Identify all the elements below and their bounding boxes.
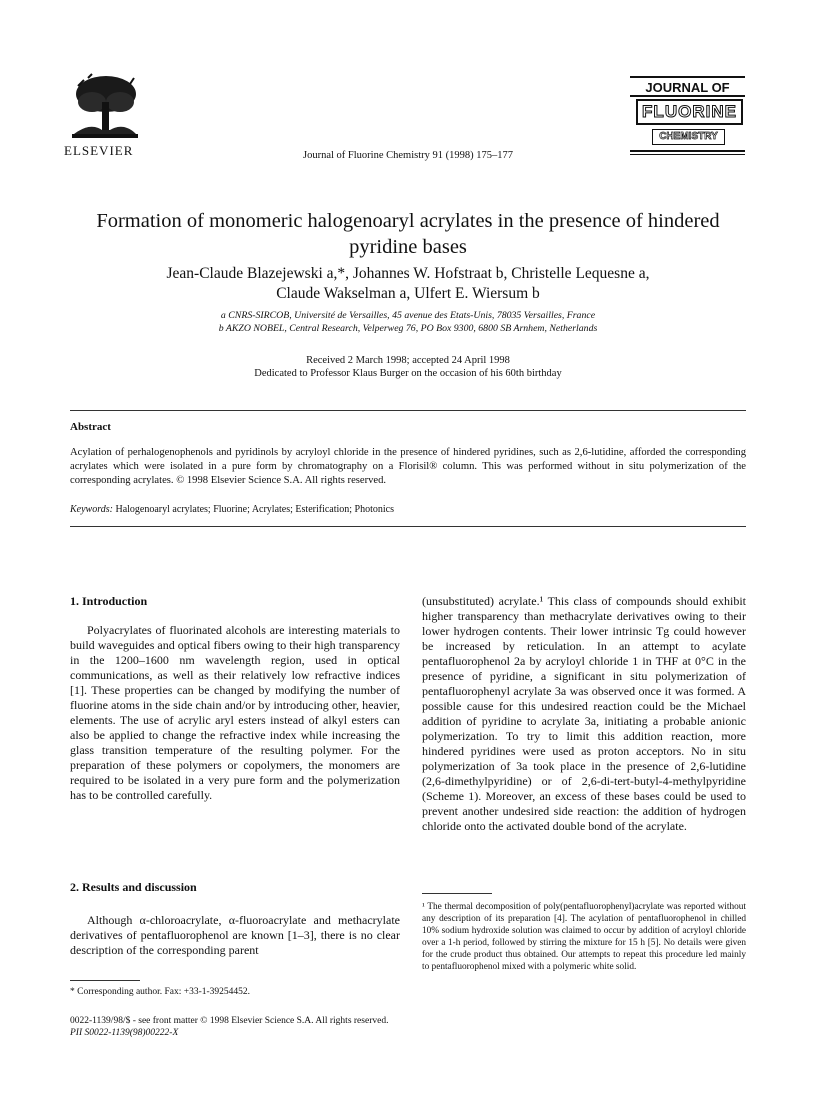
keywords-list: Halogenoaryl acrylates; Fluorine; Acrylates; Esterification; Photonics bbox=[115, 504, 395, 515]
section-heading-results: 2. Results and discussion bbox=[70, 880, 197, 894]
left-column bbox=[70, 594, 400, 803]
elsevier-tree-logo bbox=[70, 72, 140, 140]
dedication: Dedicated to Professor Klaus Burger on the occasion of his 60th birthday bbox=[254, 368, 562, 379]
logo-rule bbox=[630, 95, 745, 97]
affiliation-b: b AKZO NOBEL, Central Research, Velperweg 76, PO Box 9300, 6800 SB Arnhem, Netherlands bbox=[218, 322, 598, 334]
article-title: Formation of monomeric halogenoaryl acrylates in the presence of hindered pyridine bases bbox=[96, 210, 720, 258]
footnote-rule bbox=[422, 893, 492, 894]
journal-logo bbox=[630, 76, 745, 158]
keywords-label: Keywords: bbox=[70, 504, 113, 515]
footnote-rule bbox=[70, 980, 140, 981]
abstract-text: Acylation of perhalogenophenols and pyridinols by acryloyl chloride in the presence of hindered pyridines, such as 2,6-lutidine, afforded the corresponding acrylates which were isolated in a pure form by chromatography on a Florisil® column. This was performed without in situ polymerization of the corresponding acrylates. © 1998 Elsevier Science S.A. All rights reserved. bbox=[70, 447, 746, 486]
logo-rule bbox=[630, 76, 745, 78]
logo-rule bbox=[630, 154, 745, 155]
journal-citation: Journal of Fluorine Chemistry 91 (1998) 175–177 bbox=[303, 150, 513, 161]
abstract-heading: Abstract bbox=[70, 421, 111, 433]
article-dates bbox=[60, 354, 756, 380]
issn-line: 0022-1139/98/$ - see front matter © 1998 Elsevier Science S.A. All rights reserved. bbox=[70, 1016, 389, 1026]
affiliation-a: a CNRS-SIRCOB, Université de Versailles, 45 avenue des Etats-Unis, 78035 Versailles, France bbox=[220, 310, 596, 321]
author-list bbox=[60, 264, 756, 304]
publisher-name: ELSEVIER bbox=[64, 143, 134, 158]
copyright-block bbox=[70, 1015, 388, 1039]
section-heading-introduction: 1. Introduction bbox=[70, 594, 148, 608]
affiliations bbox=[60, 310, 756, 335]
left-column-results bbox=[70, 880, 400, 958]
authors-line-2: Claude Wakselman a, Ulfert E. Wiersum b bbox=[276, 285, 540, 302]
pii-line: PII S0022-1139(98)00222-X bbox=[70, 1028, 179, 1038]
journal-logo-line2: FLUORINE bbox=[636, 99, 743, 125]
divider bbox=[70, 526, 746, 527]
results-paragraph: Although α-chloroacrylate, α-fluoroacrylate and methacrylate derivatives of pentafluorophenol are known [1–3], there is no clear description of the corresponding parent bbox=[70, 913, 400, 957]
journal-logo-line3: CHEMISTRY bbox=[652, 129, 725, 145]
journal-logo-line1: JOURNAL OF bbox=[645, 80, 730, 95]
right-paragraph: (unsubstituted) acrylate.¹ This class of compounds should exhibit higher transparency than methacrylate derivatives owing to their lower hydrogen contents. Their lower intrinsic Tg could however be increased by reticulation. In an attempt to acylate pentafluorophenol 2a by acryloyl chloride 1 in THF at 0°C in the presence of pyridine, a significant in situ polymerization of pentafluorophenyl acrylate 3a was observed once it was formed. A possible cause for this undesired reaction could be the Michael addition of pyridine to acrylate 3a, initiating a probable anionic polymerization. To try to limit this addition reaction, more hindered pyridines were used as proton acceptors. No in situ polymerization of 3a took place in the presence of 2,6-lutidine (2,6-dimethylpyridine) or of 2,6-di-tert-butyl-4-methylpyridine (Scheme 1). Moreover, an excess of these bases could be used to prevent another undesired side reaction: the addition of hydrogen chloride onto the activated double bond of the acrylate. bbox=[422, 594, 746, 833]
logo-rule bbox=[630, 150, 745, 152]
divider bbox=[70, 410, 746, 411]
authors-line-1: Jean-Claude Blazejewski a,*, Johannes W. Hofstraat b, Christelle Lequesne a, bbox=[166, 265, 650, 282]
intro-paragraph: Polyacrylates of fluorinated alcohols are interesting materials to build waveguides and optical fibers owing to their high transparency in the 1200–1600 nm wavelength region, used in optical communications, as well as their relatively low refractive indices [1]. These properties can be changed by modifying the number of fluorine atoms in the side chain and/or by introducing other, heavier, elements. The use of acrylic aryl esters instead of alkyl esters can also be applied to change the refractive index while increasing the glass transition temperature of the resulting polymer. For the preparation of these polymers or copolymers, the monomers are required to be isolated in a very pure form and the polymerization has to be controlled carefully. bbox=[70, 623, 400, 802]
keywords bbox=[70, 504, 746, 515]
corresponding-author-note: * Corresponding author. Fax: +33-1-39254452. bbox=[70, 987, 251, 997]
right-column bbox=[422, 594, 746, 834]
footnote-1: ¹ The thermal decomposition of poly(pentafluorophenyl)acrylate was reported without any description of its preparation [4]. The acylation of pentafluorophenol in chilled 10% sodium hydroxide solution was claimed to occur by addition of acryloyl chloride over a 1-h period, followed by stirring the mixture for 15 h [5]. No details were given for the crude product thus obtained. Our attempts to repeat this procedure led mainly to pentafluorophenol mixed with a polymeric white solid. bbox=[422, 902, 746, 972]
received-accepted: Received 2 March 1998; accepted 24 April 1998 bbox=[306, 355, 510, 366]
